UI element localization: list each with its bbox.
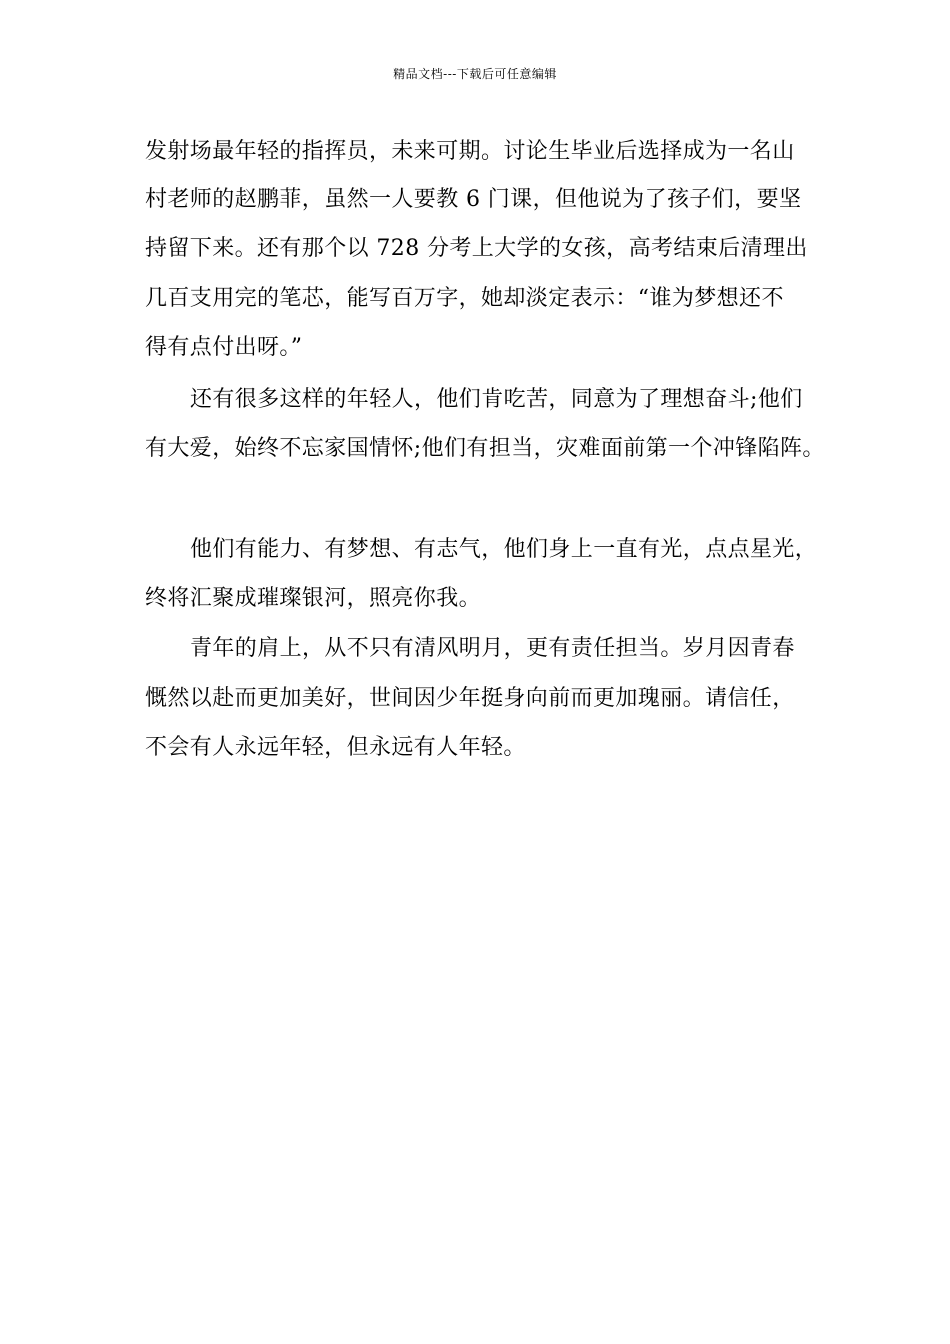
page-header: 精品文档---下载后可任意编辑 [393, 67, 557, 81]
text-line: 慨然以赴而更加美好，世间因少年挺身向前而更加瑰丽。请信任， [145, 686, 795, 711]
text-line: 青年的肩上，从不只有清风明月，更有责任担当。岁月因青春 [190, 636, 795, 661]
text-line: 有大爱，始终不忘家国情怀;他们有担当，灾难面前第一个冲锋陷阵。 [145, 436, 825, 461]
text-line: 他们有能力、有梦想、有志气，他们身上一直有光，点点星光， [190, 537, 818, 562]
text-line: 几百支用完的笔芯，能写百万字，她却淡定表示：“谁为梦想还不 [145, 286, 784, 311]
text-line: 终将汇聚成璀璨银河，照亮你我。 [145, 586, 482, 611]
text-line: 还有很多这样的年轻人，他们肯吃苦，同意为了理想奋斗;他们 [190, 387, 803, 412]
text-line: 不会有人永远年轻，但永远有人年轻。 [145, 735, 526, 760]
text-line: 持留下来。还有那个以 728 分考上大学的女孩，高考结束后清理出 [145, 236, 808, 261]
text-line: 村老师的赵鹏菲，虽然一人要教 6 门课，但他说为了孩子们，要坚 [145, 187, 802, 212]
text-line: 得有点付出呀。” [145, 335, 303, 360]
text-line: 发射场最年轻的指挥员，未来可期。讨论生毕业后选择成为一名山 [145, 139, 795, 164]
